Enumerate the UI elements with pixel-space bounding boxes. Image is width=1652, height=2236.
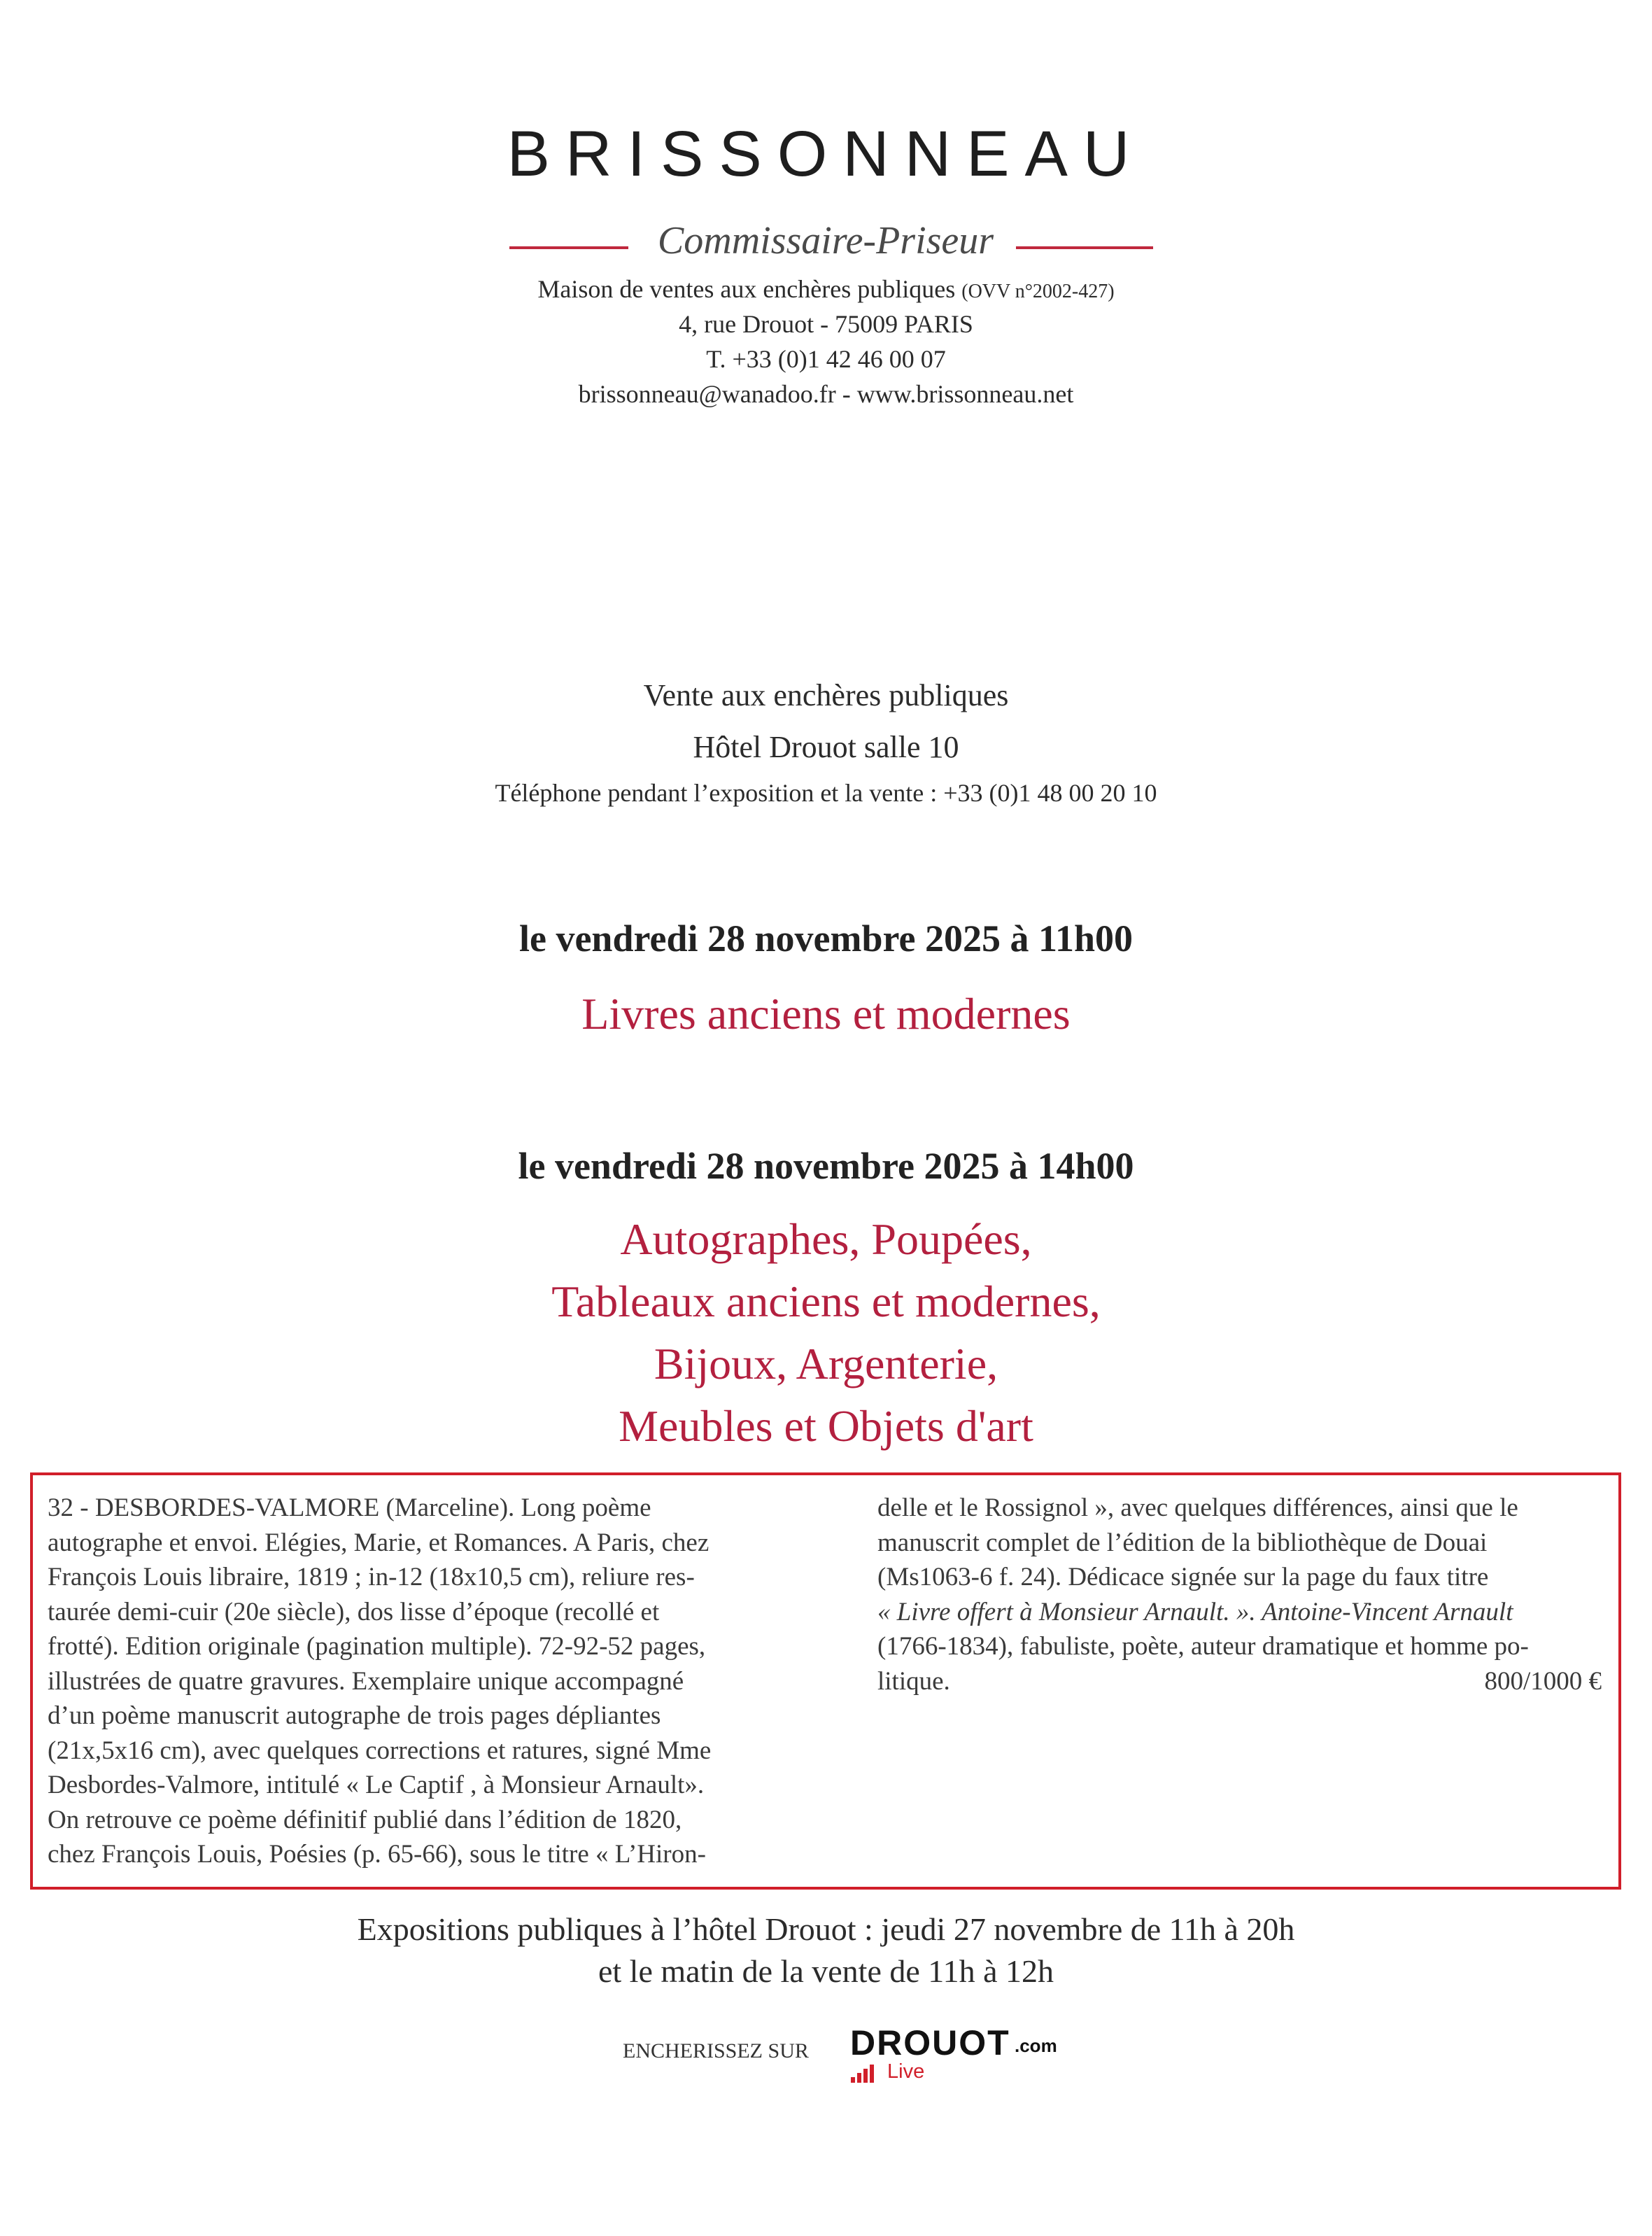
exhibition-line-1: Expositions publiques à l’hôtel Drouot : jeudi 27 novembre de 11h à 20h [357,1911,1295,1947]
bid-label: ENCHERISSEZ SUR [623,2039,809,2062]
decorative-rule-left [509,246,628,249]
contact-line: brissonneau@wanadoo.fr - www.brissonneau.net [578,380,1074,408]
lot-description-box [30,1472,1621,1890]
decorative-rule-right [1016,246,1153,249]
lot-line: delle et le Rossignol », avec quelques différences, ainsi que le [877,1493,1518,1522]
session-1-date: le vendredi 28 novembre 2025 à 11h00 [518,917,1134,959]
session-2-date: le vendredi 28 novembre 2025 à 14h00 [518,1145,1134,1187]
lot-line: taurée demi-cuir (20e siècle), dos lisse d’époque (recollé et [48,1597,660,1626]
brand-subtitle-row [0,218,1652,260]
drouot-logo-suffix: .com [1015,2035,1057,2056]
lot-line: (21x,5x16 cm), avec quelques corrections et ratures, signé Mme [48,1736,712,1765]
lot-line: d’un poème manuscrit autographe de trois pages dépliantes [48,1701,661,1730]
drouot-logo: DROUOT [850,2023,1010,2062]
lot-column-2 [877,1491,1602,1699]
lot-line: chez François Louis, Poésies (p. 65-66), sous le titre « L’Hiron- [48,1840,706,1869]
lot-line: On retrouve ce poème définitif publié dans l’édition de 1820, [48,1805,682,1834]
lot-line: frotté). Edition originale (pagination multiple). 72-92-52 pages, [48,1632,706,1661]
lot-line: manuscrit complet de l’édition de la bibliothèque de Douai [877,1528,1488,1557]
session-1-title: Livres anciens et modernes [581,989,1071,1039]
lot-line: (Ms1063-6 f. 24). Dédicace signée sur la page du faux titre [877,1563,1489,1591]
session-2-title-line-4: Meubles et Objets d'art [619,1401,1033,1451]
lot-line: François Louis libraire, 1819 ; in-12 (18x10,5 cm), reliure res- [48,1563,695,1591]
ovv-number: (OVV n°2002-427) [961,281,1115,302]
lot-line: Desbordes-Valmore, intitulé « Le Captif , à Monsieur Arnault». [48,1771,705,1799]
lot-column-1 [48,1491,828,1872]
brand-subtitle: Commissaire-Priseur [657,219,994,262]
venue-line-1: Vente aux enchères publiques [643,678,1009,712]
brand-logo: BRISSONNEAU [507,118,1145,190]
address-main: Maison de ventes aux enchères publiques [537,275,956,303]
venue-line-2: Hôtel Drouot salle 10 [693,730,959,764]
lot-line: (1766-1834), fabuliste, poète, auteur dramatique et homme po- [877,1632,1529,1661]
lot-estimate: 800/1000 € [1484,1666,1602,1696]
address-line-2: 4, rue Drouot - 75009 PARIS [679,310,973,338]
session-2-title-line-2: Tableaux anciens et modernes, [551,1277,1101,1326]
lot-line: « Livre offert à Monsieur Arnault. ». Antoine-Vincent Arnault [877,1597,1513,1626]
lot-price-line [877,1664,1602,1699]
session-2-title-line-1: Autographes, Poupées, [620,1214,1032,1264]
lot-line: autographe et envoi. Elégies, Marie, et Romances. A Paris, chez [48,1528,709,1557]
exhibition-line-2: et le matin de la vente de 11h à 12h [598,1953,1054,1989]
live-label: Live [887,2060,925,2083]
drouot-bidding-link[interactable] [623,2023,1113,2086]
phone-number: T. +33 (0)1 42 46 00 07 [706,345,946,373]
signal-bars-icon [851,2062,882,2083]
lot-line: illustrées de quatre gravures. Exemplaire unique accompagné [48,1666,684,1696]
lot-line: 32 - DESBORDES-VALMORE (Marceline). Long poème [48,1493,651,1522]
session-2-title-line-3: Bijoux, Argenterie, [654,1339,998,1388]
lot-last-line: litique. [877,1666,950,1696]
address-line-1 [0,274,1652,304]
venue-phone: Téléphone pendant l’exposition et la vente : +33 (0)1 48 00 20 10 [495,779,1157,807]
